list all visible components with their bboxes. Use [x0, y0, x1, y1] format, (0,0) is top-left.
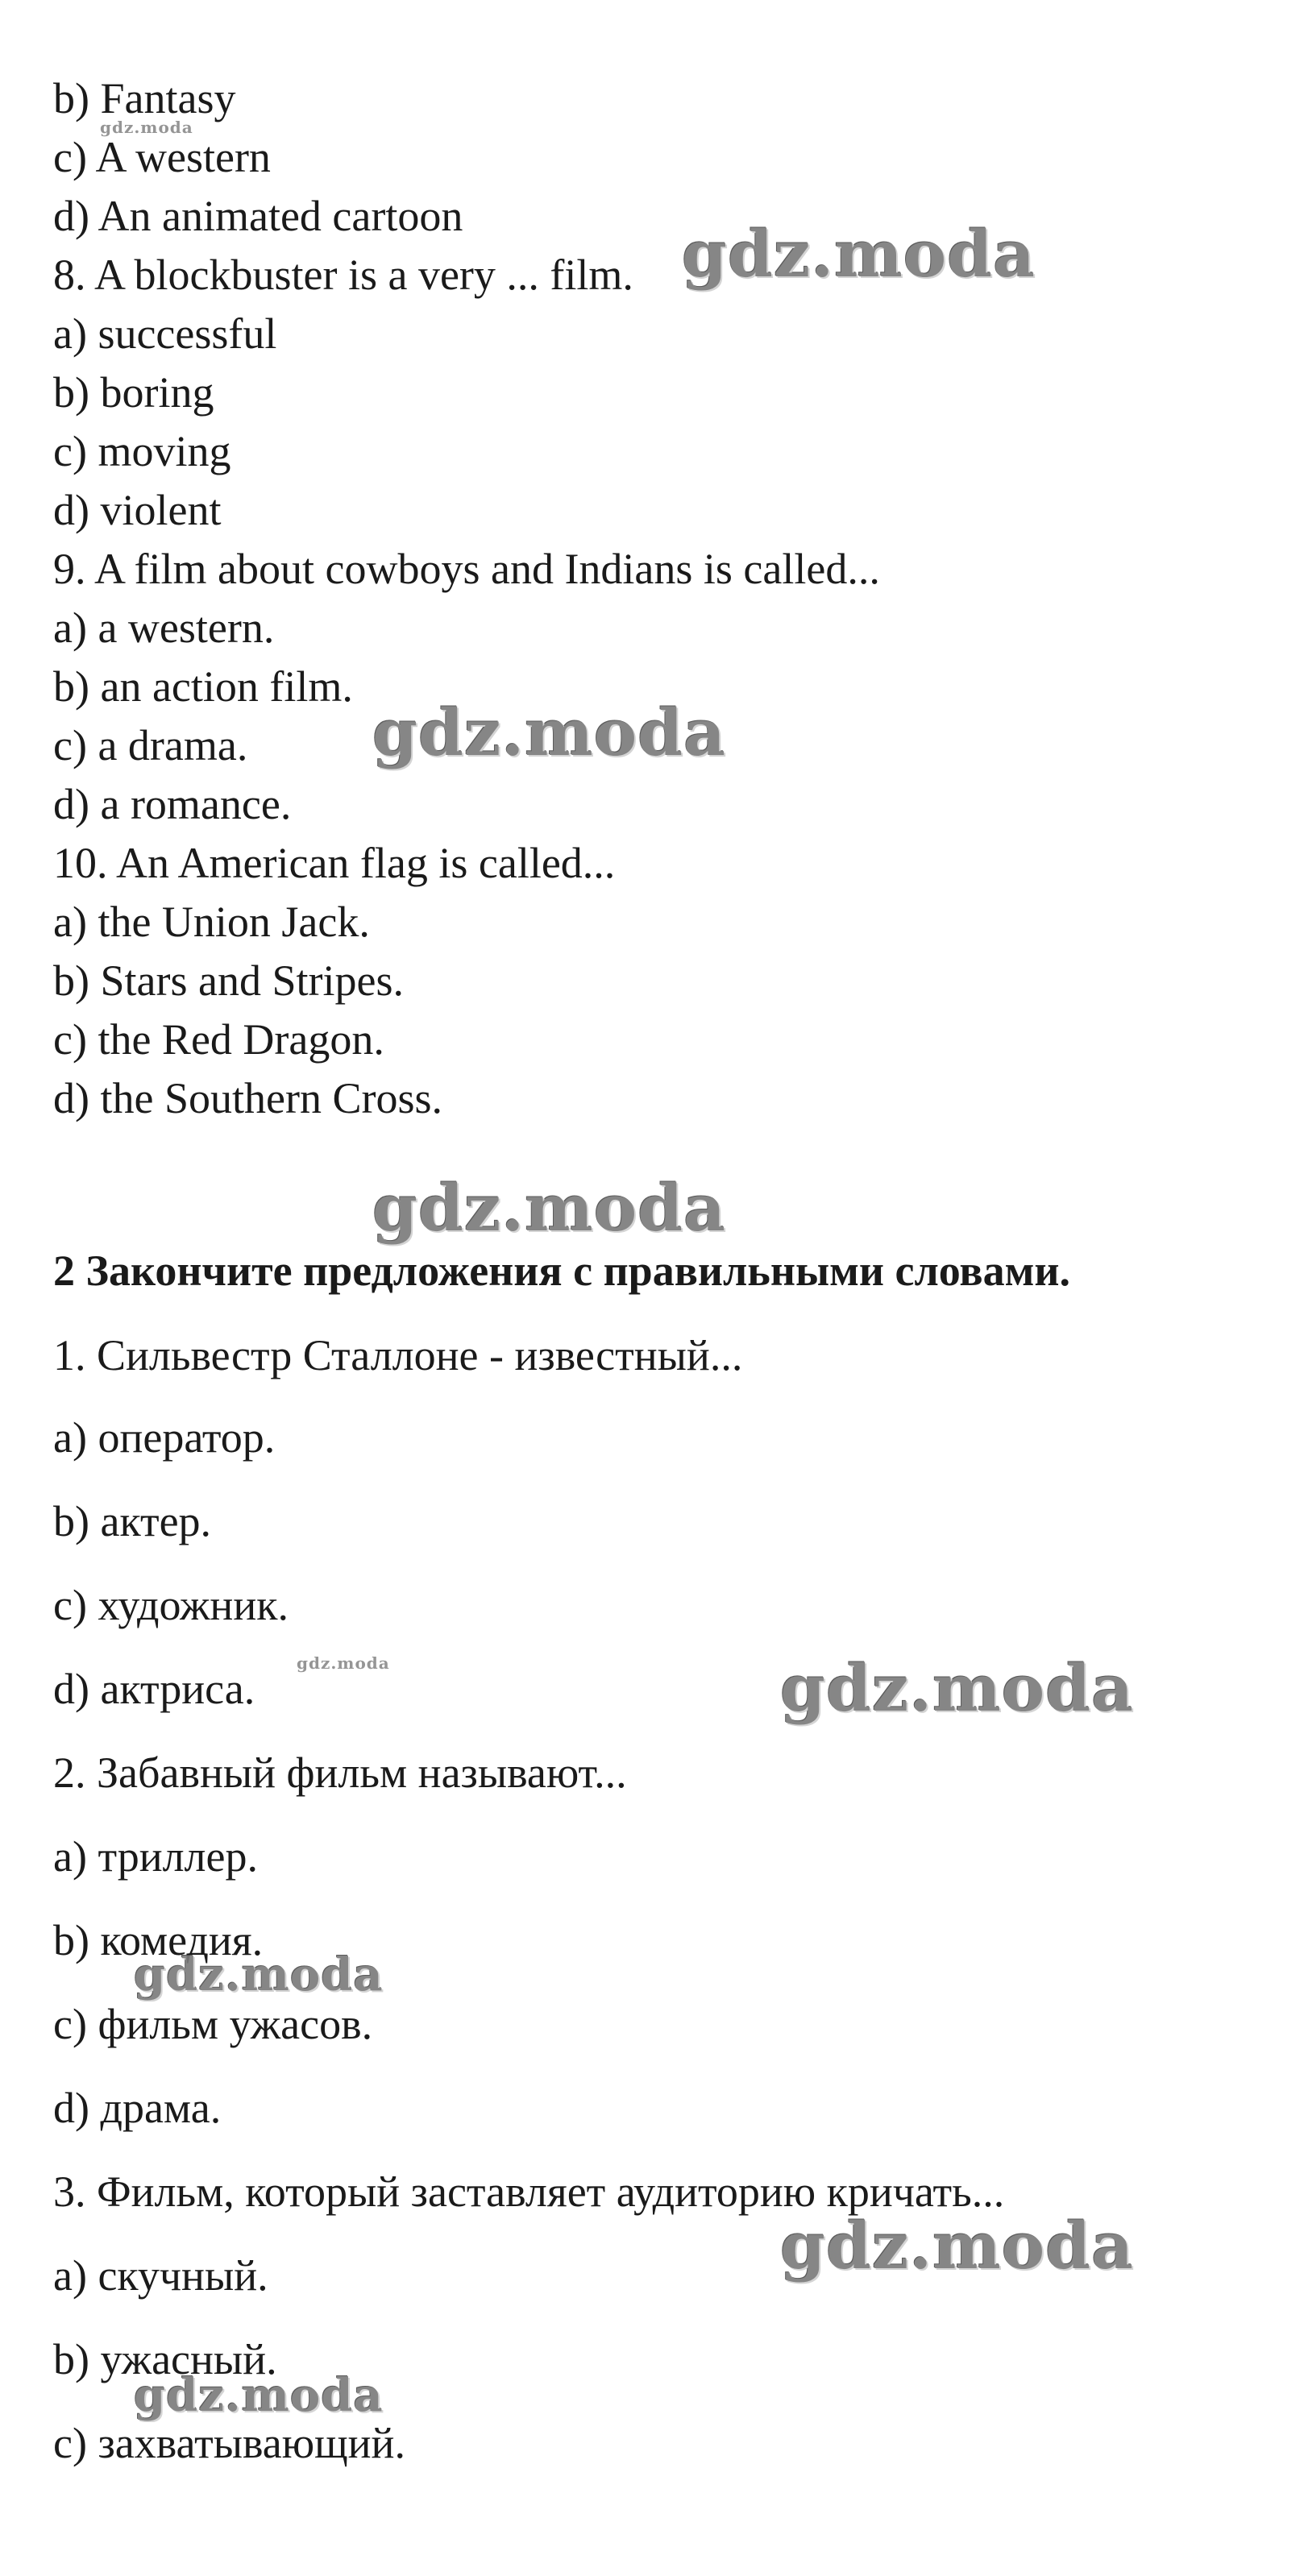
- option-line: b) Stars and Stripes.: [53, 956, 404, 1005]
- question-line: 10. An American flag is called...: [53, 839, 616, 887]
- watermark: gdz.moda: [297, 1653, 390, 1673]
- watermark: gdz.moda: [134, 1948, 384, 2001]
- option-line: b) boring: [53, 368, 214, 417]
- option-line: c) A western: [53, 133, 271, 181]
- option-line: b) Fantasy: [53, 74, 236, 122]
- question-line: 1. Сильвестр Сталлоне - известный...: [53, 1331, 743, 1379]
- option-line: c) фильм ужасов.: [53, 2000, 373, 2048]
- option-line: a) оператор.: [53, 1413, 276, 1462]
- watermark: gdz.moda: [780, 2208, 1134, 2284]
- option-line: d) the Southern Cross.: [53, 1074, 442, 1122]
- question-line: 2. Забавный фильм называют...: [53, 1748, 627, 1797]
- option-line: a) a western.: [53, 604, 275, 652]
- watermark: gdz.moda: [372, 1170, 726, 1246]
- option-line: b) ужасный.: [53, 2335, 277, 2383]
- option-line: d) драма.: [53, 2084, 222, 2132]
- option-line: b) актер.: [53, 1497, 212, 1545]
- option-line: c) художник.: [53, 1581, 289, 1629]
- question-line: 3. Фильм, который заставляет аудиторию кричать...: [53, 2167, 1005, 2216]
- option-line: a) successful: [53, 309, 277, 358]
- option-line: b) an action film.: [53, 662, 353, 711]
- watermark: gdz.moda: [100, 118, 193, 137]
- watermark: gdz.moda: [372, 695, 726, 770]
- option-line: a) скучный.: [53, 2251, 268, 2300]
- option-line: c) захватывающий.: [53, 2419, 405, 2467]
- option-line: c) a drama.: [53, 721, 248, 769]
- option-line: d) An animated cartoon: [53, 192, 463, 240]
- option-line: c) moving: [53, 427, 231, 475]
- watermark: gdz.moda: [780, 1650, 1134, 1726]
- option-line: d) актриса.: [53, 1665, 255, 1713]
- option-line: c) the Red Dragon.: [53, 1015, 384, 1064]
- question-line: 8. A blockbuster is a very ... film.: [53, 251, 633, 299]
- option-line: a) the Union Jack.: [53, 898, 370, 946]
- task-heading: 2 Закончите предложения с правильными словами.: [53, 1247, 1070, 1295]
- watermark: gdz.moda: [682, 216, 1036, 292]
- watermark: gdz.moda: [134, 2369, 384, 2422]
- question-line: 9. A film about cowboys and Indians is called...: [53, 545, 880, 593]
- option-line: b) комедия.: [53, 1916, 264, 1964]
- option-line: a) триллер.: [53, 1832, 258, 1881]
- option-line: d) a romance.: [53, 780, 292, 828]
- option-line: d) violent: [53, 486, 222, 534]
